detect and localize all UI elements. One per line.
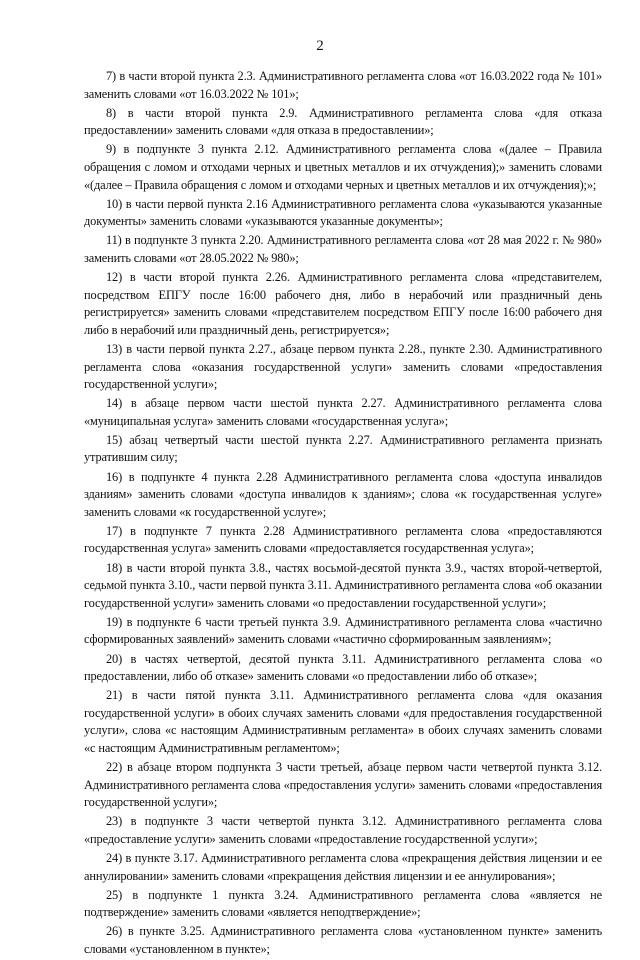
paragraph: 17) в подпункте 7 пункта 2.28 Административного регламента слова «предоставляются государственная услуга» заменить словами «предоставляется государственная услуга»; [84,523,602,556]
paragraph: 18) в части второй пункта 3.8., частях восьмой-десятой пункта 3.9., частях второй-четвертой, седьмой пункта 3.10., части первой пункта 3.11. Административного регламента слова «об оказании государственной услуги» заменить словами «о предоставлении государственной услуги»; [84,560,602,610]
paragraph: 9) в подпункте 3 пункта 2.12. Административного регламента слова «(далее – Правила обращения с ломом и отходами черных и цветных металлов и их отчуждения);» заменить словами «(далее – Правила обращения с ломом и отходами черных и цветных металлов и их отчуждения);»; [84,142,602,192]
paragraph: 10) в части первой пункта 2.16 Административного регламента слова «указываются указанные документы» заменить словами «указываются указанные документы»; [84,196,602,229]
paragraph: 24) в пункте 3.17. Административного регламента слова «прекращения действия лицензии и ее аннулировании» заменить словами «прекращения действия лицензии и ее аннулирования»; [84,851,602,883]
paragraph: 8) в части второй пункта 2.9. Административного регламента слова «для отказа предоставлении» заменить словами «для отказа в предоставлении»; [84,105,602,138]
paragraph: 25) в подпункте 1 пункта 3.24. Административного регламента слова «является не подтверждение» заменить словами «является неподтверждение»; [84,887,602,920]
paragraph: 23) в подпункте 3 части четвертой пункта 3.12. Административного регламента слова «предоставление услуги» заменить словами «предоставление государственной услуги»; [84,814,602,846]
paragraph: 14) в абзаце первом части шестой пункта 2.27. Административного регламента слова «муниципальная услуга» заменить словами «государственная услуга»; [84,396,602,428]
paragraph: 21) в части пятой пункта 3.11. Административного регламента слова «для оказания государственной услуги» в обоих случаях заменить словами «для предоставления государственной услуги», слова «с настоящим Административным регламента» в обоих случаях заменить словами «с настоящим Административным регламентом»; [84,688,602,755]
paragraph: 7) в части второй пункта 2.3. Административного регламента слова «от 16.03.2022 года № 101» заменить словами «от 16.03.2022 № 101»; [84,69,602,101]
paragraph: 26) в пункте 3.25. Административного регламента слова «установленном пункте» заменить словами «установленном в пункте»; [84,924,602,956]
paragraph: 20) в частях четвертой, десятой пункта 3.11. Административного регламента слова «о предоставлении, либо об отказе» заменить словами «о предоставлении либо об отказе»; [84,651,602,684]
paragraph: 12) в части второй пункта 2.26. Административного регламента слова «представителем, посредством ЕПГУ после 16:00 рабочего дня, либо в нерабочий или праздничный день регистрируется» заменить словами «представителем посредством ЕПГУ после 16:00 рабочего дня либо в нерабочий или праздничный день, регистрируется»; [84,270,602,337]
paragraph: 13) в части первой пункта 2.27., абзаце первом пункта 2.28., пункте 2.30. Административного регламента слова «оказания государственной услуги» заменить словами «предоставления государственной услуги»; [84,341,602,392]
document-body [84,68,602,960]
paragraph: 16) в подпункте 4 пункта 2.28 Административного регламента слова «доступа инвалидов зданиям» заменить словами «доступа инвалидов к зданиям»; слова «к государственная услуге» заменить словами «к государственной услуге»; [84,469,602,519]
paragraph: 15) абзац четвертый части шестой пункта 2.27. Административного регламента признать утратившим силу; [84,432,602,465]
paragraph: 22) в абзаце втором подпункта 3 части третьей, абзаце первом части четвертой пункта 3.12. Административного регламента слова «предоставления услуги» заменить словами «предоставления государственной услуги»; [84,760,602,810]
paragraph: 11) в подпункте 3 пункта 2.20. Административного регламента слова «от 28 мая 2022 г. № 980» заменить словами «от 28.05.2022 № 980»; [84,233,602,265]
page-number: 2 [316,38,324,54]
paragraph: 19) в подпункте 6 части третьей пункта 3.9. Административного регламента слова «частично сформированных заявлений» заменить словами «частично сформированным заявлениям»; [84,614,602,647]
